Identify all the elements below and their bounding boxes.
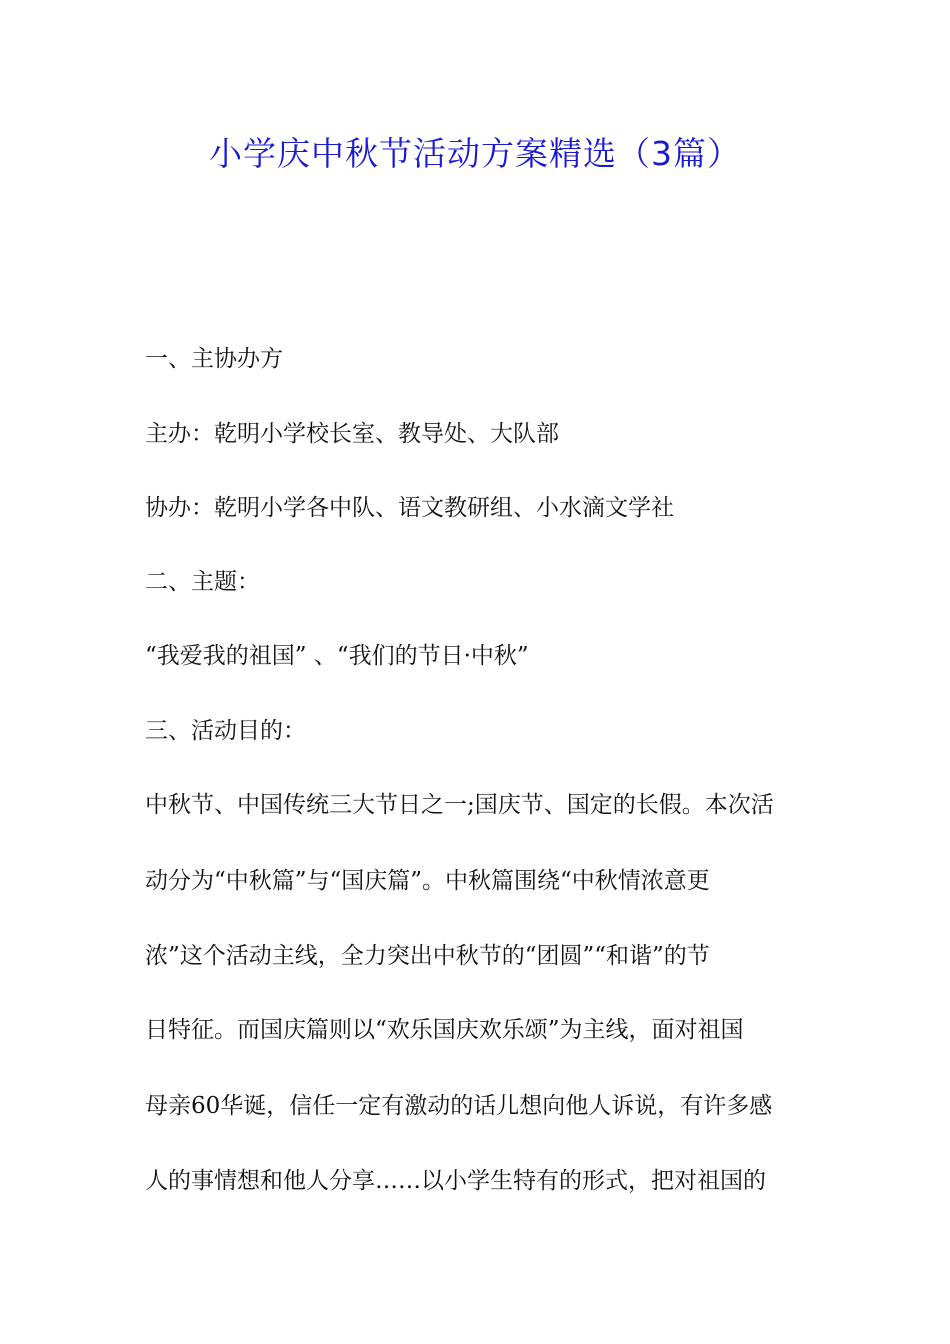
section-heading-organizers: 一、主协办方 xyxy=(145,346,283,372)
paragraph-line: 中秋节、中国传统三大节日之一;国庆节、国定的长假。本次活 xyxy=(145,792,774,818)
document-title: 小学庆中秋节活动方案精选（3篇） xyxy=(209,134,741,173)
paragraph-line: 动分为“中秋篇”与“国庆篇”。中秋篇围绕“中秋情浓意更 xyxy=(145,868,710,894)
section-heading-purpose: 三、活动目的： xyxy=(145,718,306,744)
host-line: 主办：乾明小学校长室、教导处、大队部 xyxy=(145,421,559,447)
paragraph-line: 浓”这个活动主线，全力突出中秋节的“团圆”“和谐”的节 xyxy=(145,943,710,969)
paragraph-line: 日特征。而国庆篇则以“欢乐国庆欢乐颂”为主线，面对祖国 xyxy=(145,1017,744,1043)
paragraph-line: 人的事情想和他人分享……以小学生特有的形式，把对祖国的 xyxy=(145,1168,766,1194)
section-heading-theme: 二、主题： xyxy=(145,569,260,595)
theme-line: “我爱我的祖国” 、“我们的节日·中秋” xyxy=(145,643,529,669)
co-host-line: 协办：乾明小学各中队、语文教研组、小水滴文学社 xyxy=(145,495,674,521)
paragraph-line: 母亲60华诞，信任一定有激动的话儿想向他人诉说，有许多感 xyxy=(145,1093,773,1119)
